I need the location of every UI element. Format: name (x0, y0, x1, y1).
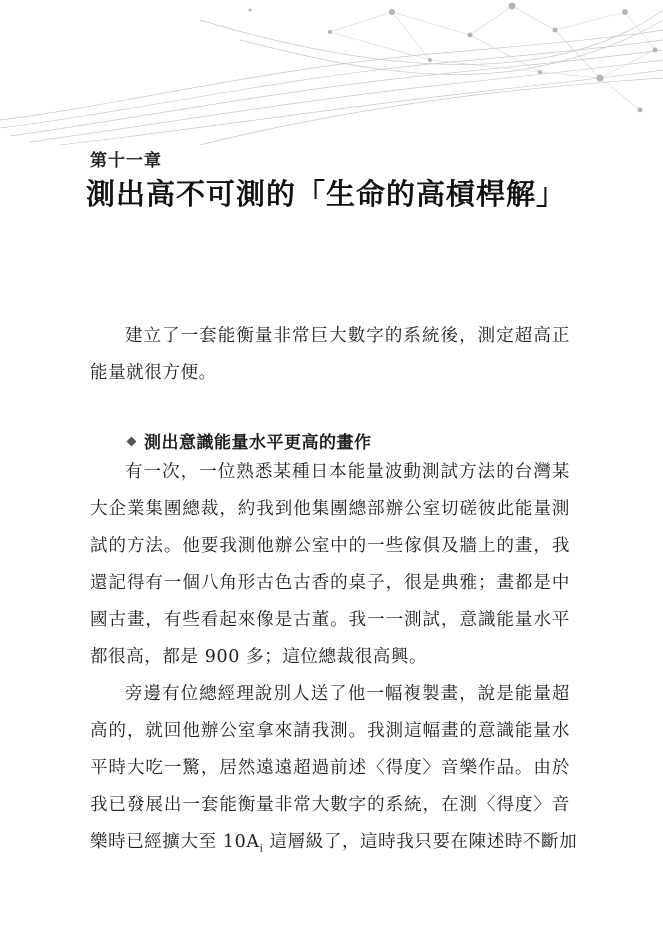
paragraph-line: 建立了一套能衡量非常巨大數字的系統後，測定超高正 (125, 326, 570, 346)
paragraph-line: 我已發展出一套能衡量非常大數字的系統，在測〈得度〉音 (90, 795, 570, 815)
intro-paragraph (90, 318, 570, 392)
line-text: 樂時已經擴大至 10A (90, 832, 260, 852)
paragraph-line: 能量就很方便。 (90, 363, 217, 383)
paragraph-line: 旁邊有位總經理說別人送了他一幅複製畫，說是能量超 (125, 684, 570, 704)
subscript-text: i (259, 843, 264, 855)
paragraph-line (90, 824, 578, 868)
paragraph-line: 試的方法。他要我測他辦公室中的一些傢俱及牆上的畫，我 (90, 536, 570, 556)
chapter-label: 第十一章 (90, 151, 162, 171)
section-heading (128, 428, 372, 453)
paragraph-line: 高的，就回他辦公室拿來請我測。我測這幅畫的意識能量水 (90, 721, 570, 741)
section-heading-text: 測出意識能量水平更高的畫作 (144, 433, 372, 453)
paragraph-line: 還記得有一個八角形古色古香的桌子，很是典雅；畫都是中 (90, 573, 570, 593)
paragraph-line: 國古畫，有些看起來像是古董。我一一測試，意識能量水平 (90, 610, 570, 630)
network-plexus-icon (0, 10, 663, 145)
diamond-bullet-icon (127, 436, 137, 446)
paragraph (90, 454, 570, 676)
paragraph-line: 有一次，一位熟悉某種日本能量波動測試方法的台灣某 (125, 462, 570, 482)
paragraph-line: 都很高，都是 900 多；這位總裁很高興。 (90, 647, 428, 667)
chapter-title: 測出高不可測的「生命的高槓桿解」 (86, 177, 567, 211)
header-network-decoration (0, 0, 663, 145)
line-text: 這層級了，這時我只要在陳述時不斷加 (263, 832, 578, 852)
paragraph (90, 676, 578, 868)
paragraph-line: 平時大吃一驚，居然遠遠超過前述〈得度〉音樂作品。由於 (90, 758, 570, 778)
paragraph-line: 大企業集團總裁，約我到他集團總部辦公室切磋彼此能量測 (90, 499, 570, 519)
